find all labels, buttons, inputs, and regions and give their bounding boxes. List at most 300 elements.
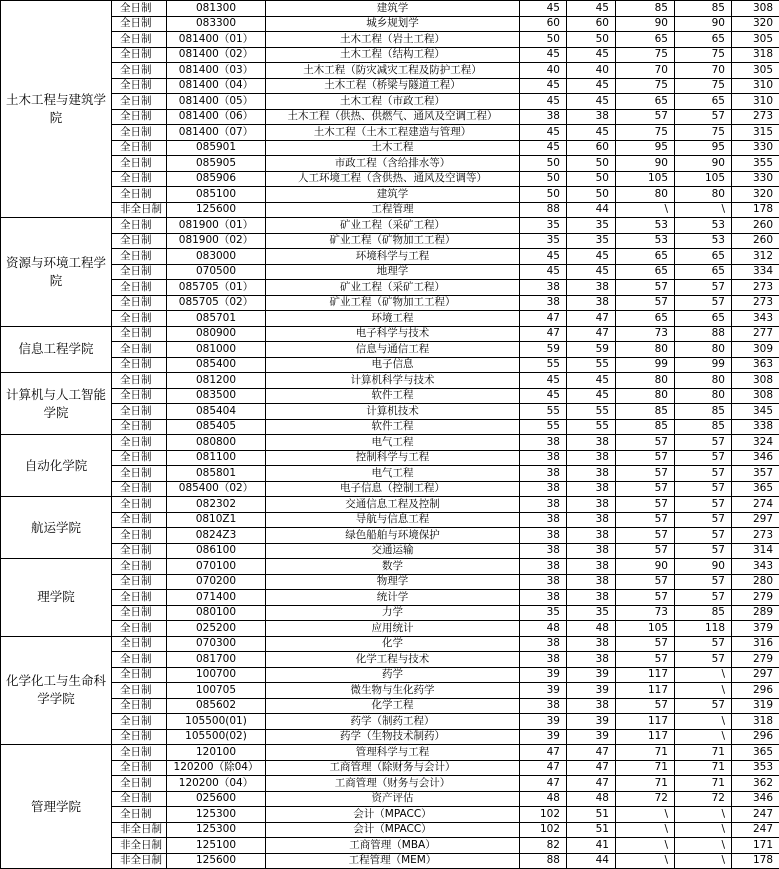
study-mode: 全日制 xyxy=(112,636,167,652)
subject1-score: 57 xyxy=(616,109,675,125)
major-code: 125600 xyxy=(167,853,266,869)
major-name: 药学（生物技术制药） xyxy=(266,729,520,745)
subject1-score: 57 xyxy=(616,543,675,559)
major-code: 085602 xyxy=(167,698,266,714)
major-name: 工程管理（MEM） xyxy=(266,853,520,869)
foreign-language-score: 38 xyxy=(567,652,616,668)
major-name: 统计学 xyxy=(266,590,520,606)
major-name: 化学 xyxy=(266,636,520,652)
study-mode: 全日制 xyxy=(112,574,167,590)
subject1-score: 90 xyxy=(616,156,675,172)
subject1-score: 85 xyxy=(616,404,675,420)
foreign-language-score: 50 xyxy=(567,171,616,187)
study-mode: 全日制 xyxy=(112,311,167,327)
total-score: 362 xyxy=(732,776,779,792)
subject2-score: 80 xyxy=(675,388,732,404)
subject1-score: 80 xyxy=(616,373,675,389)
subject2-score: 57 xyxy=(675,450,732,466)
major-name: 药学 xyxy=(266,667,520,683)
subject1-score: 99 xyxy=(616,357,675,373)
subject2-score: 65 xyxy=(675,264,732,280)
subject1-score: 70 xyxy=(616,63,675,79)
politics-score: 48 xyxy=(520,791,567,807)
table-row xyxy=(1,249,779,265)
study-mode: 全日制 xyxy=(112,419,167,435)
subject2-score: 88 xyxy=(675,326,732,342)
subject2-score: 71 xyxy=(675,760,732,776)
table-row xyxy=(1,481,779,497)
foreign-language-score: 45 xyxy=(567,94,616,110)
major-name: 土木工程（桥梁与隧道工程） xyxy=(266,78,520,94)
total-score: 305 xyxy=(732,63,779,79)
foreign-language-score: 47 xyxy=(567,760,616,776)
total-score: 343 xyxy=(732,559,779,575)
major-code: 085705（02） xyxy=(167,295,266,311)
subject1-score: 117 xyxy=(616,714,675,730)
study-mode: 全日制 xyxy=(112,187,167,203)
total-score: 355 xyxy=(732,156,779,172)
subject2-score: 57 xyxy=(675,698,732,714)
study-mode: 全日制 xyxy=(112,791,167,807)
major-name: 建筑学 xyxy=(266,187,520,203)
politics-score: 47 xyxy=(520,776,567,792)
subject1-score: 75 xyxy=(616,125,675,141)
foreign-language-score: 45 xyxy=(567,125,616,141)
study-mode: 全日制 xyxy=(112,481,167,497)
foreign-language-score: 47 xyxy=(567,311,616,327)
subject1-score: 72 xyxy=(616,791,675,807)
subject2-score: 90 xyxy=(675,156,732,172)
politics-score: 35 xyxy=(520,233,567,249)
study-mode: 全日制 xyxy=(112,32,167,48)
major-name: 工商管理（财务与会计） xyxy=(266,776,520,792)
subject2-score: \ xyxy=(675,853,732,869)
table-row xyxy=(1,838,779,854)
subject1-score: 57 xyxy=(616,450,675,466)
foreign-language-score: 38 xyxy=(567,590,616,606)
major-name: 电气工程 xyxy=(266,435,520,451)
politics-score: 45 xyxy=(520,125,567,141)
total-score: 363 xyxy=(732,357,779,373)
study-mode: 全日制 xyxy=(112,249,167,265)
subject2-score: 57 xyxy=(675,481,732,497)
major-code: 081400（03） xyxy=(167,63,266,79)
study-mode: 全日制 xyxy=(112,140,167,156)
study-mode: 全日制 xyxy=(112,156,167,172)
major-name: 化学工程 xyxy=(266,698,520,714)
table-row xyxy=(1,776,779,792)
subject2-score: 85 xyxy=(675,419,732,435)
major-name: 工商管理（除财务与会计） xyxy=(266,760,520,776)
total-score: 324 xyxy=(732,435,779,451)
table-row xyxy=(1,683,779,699)
table-row xyxy=(1,16,779,32)
politics-score: 102 xyxy=(520,807,567,823)
study-mode: 全日制 xyxy=(112,295,167,311)
total-score: 273 xyxy=(732,280,779,296)
total-score: 346 xyxy=(732,791,779,807)
major-name: 力学 xyxy=(266,605,520,621)
politics-score: 35 xyxy=(520,605,567,621)
major-code: 120200（除04） xyxy=(167,760,266,776)
foreign-language-score: 38 xyxy=(567,636,616,652)
foreign-language-score: 51 xyxy=(567,822,616,838)
subject2-score: 57 xyxy=(675,652,732,668)
foreign-language-score: 47 xyxy=(567,326,616,342)
major-code: 120100 xyxy=(167,745,266,761)
total-score: 343 xyxy=(732,311,779,327)
major-code: 081900（01） xyxy=(167,218,266,234)
foreign-language-score: 55 xyxy=(567,357,616,373)
major-name: 计算机技术 xyxy=(266,404,520,420)
subject2-score: 57 xyxy=(675,543,732,559)
politics-score: 38 xyxy=(520,109,567,125)
foreign-language-score: 38 xyxy=(567,512,616,528)
major-name: 环境工程 xyxy=(266,311,520,327)
major-name: 土木工程（结构工程） xyxy=(266,47,520,63)
politics-score: 38 xyxy=(520,528,567,544)
politics-score: 45 xyxy=(520,140,567,156)
table-row xyxy=(1,342,779,358)
politics-score: 45 xyxy=(520,1,567,17)
subject1-score: 75 xyxy=(616,78,675,94)
major-name: 软件工程 xyxy=(266,419,520,435)
subject1-score: \ xyxy=(616,853,675,869)
total-score: 365 xyxy=(732,745,779,761)
total-score: 316 xyxy=(732,636,779,652)
total-score: 289 xyxy=(732,605,779,621)
total-score: 297 xyxy=(732,512,779,528)
foreign-language-score: 45 xyxy=(567,47,616,63)
subject1-score: 57 xyxy=(616,435,675,451)
foreign-language-score: 51 xyxy=(567,807,616,823)
foreign-language-score: 55 xyxy=(567,404,616,420)
table-row xyxy=(1,760,779,776)
major-name: 矿业工程（矿物加工工程） xyxy=(266,233,520,249)
table-row xyxy=(1,156,779,172)
major-code: 081300 xyxy=(167,1,266,17)
politics-score: 38 xyxy=(520,559,567,575)
politics-score: 88 xyxy=(520,202,567,218)
study-mode: 全日制 xyxy=(112,512,167,528)
study-mode: 全日制 xyxy=(112,652,167,668)
politics-score: 50 xyxy=(520,171,567,187)
study-mode: 非全日制 xyxy=(112,853,167,869)
major-code: 125300 xyxy=(167,822,266,838)
foreign-language-score: 38 xyxy=(567,559,616,575)
total-score: 310 xyxy=(732,78,779,94)
study-mode: 全日制 xyxy=(112,109,167,125)
major-code: 081400（07） xyxy=(167,125,266,141)
politics-score: 88 xyxy=(520,853,567,869)
total-score: 353 xyxy=(732,760,779,776)
subject2-score: 95 xyxy=(675,140,732,156)
table-row xyxy=(1,171,779,187)
major-name: 土木工程 xyxy=(266,140,520,156)
study-mode: 全日制 xyxy=(112,404,167,420)
study-mode: 全日制 xyxy=(112,466,167,482)
politics-score: 35 xyxy=(520,218,567,234)
subject2-score: \ xyxy=(675,683,732,699)
table-row xyxy=(1,187,779,203)
subject2-score: 57 xyxy=(675,528,732,544)
politics-score: 38 xyxy=(520,512,567,528)
foreign-language-score: 39 xyxy=(567,667,616,683)
major-code: 085400（02） xyxy=(167,481,266,497)
foreign-language-score: 38 xyxy=(567,295,616,311)
subject2-score: 57 xyxy=(675,590,732,606)
subject2-score: 71 xyxy=(675,745,732,761)
study-mode: 全日制 xyxy=(112,450,167,466)
subject1-score: 57 xyxy=(616,481,675,497)
major-name: 信息与通信工程 xyxy=(266,342,520,358)
major-code: 081400（04） xyxy=(167,78,266,94)
major-code: 081400（06） xyxy=(167,109,266,125)
total-score: 379 xyxy=(732,621,779,637)
total-score: 273 xyxy=(732,295,779,311)
politics-score: 47 xyxy=(520,311,567,327)
major-name: 计算机科学与技术 xyxy=(266,373,520,389)
major-code: 085801 xyxy=(167,466,266,482)
foreign-language-score: 47 xyxy=(567,745,616,761)
total-score: 296 xyxy=(732,683,779,699)
subject1-score: 57 xyxy=(616,528,675,544)
subject2-score: 80 xyxy=(675,187,732,203)
foreign-language-score: 60 xyxy=(567,16,616,32)
total-score: 309 xyxy=(732,342,779,358)
major-name: 会计（MPACC） xyxy=(266,807,520,823)
table-row xyxy=(1,667,779,683)
school-name: 计算机与人工智能学院 xyxy=(1,373,112,435)
total-score: 346 xyxy=(732,450,779,466)
study-mode: 全日制 xyxy=(112,233,167,249)
politics-score: 40 xyxy=(520,63,567,79)
foreign-language-score: 38 xyxy=(567,543,616,559)
subject1-score: 95 xyxy=(616,140,675,156)
politics-score: 38 xyxy=(520,652,567,668)
total-score: 308 xyxy=(732,388,779,404)
subject1-score: 73 xyxy=(616,605,675,621)
foreign-language-score: 44 xyxy=(567,202,616,218)
major-name: 环境科学与工程 xyxy=(266,249,520,265)
politics-score: 39 xyxy=(520,729,567,745)
major-name: 土木工程（市政工程） xyxy=(266,94,520,110)
subject1-score: 57 xyxy=(616,512,675,528)
table-row xyxy=(1,373,779,389)
major-code: 071400 xyxy=(167,590,266,606)
subject1-score: 57 xyxy=(616,652,675,668)
total-score: 305 xyxy=(732,32,779,48)
total-score: 274 xyxy=(732,497,779,513)
table-row xyxy=(1,47,779,63)
table-row xyxy=(1,109,779,125)
study-mode: 全日制 xyxy=(112,326,167,342)
major-name: 绿色船舶与环境保护 xyxy=(266,528,520,544)
major-code: 085905 xyxy=(167,156,266,172)
politics-score: 45 xyxy=(520,264,567,280)
subject2-score: 57 xyxy=(675,295,732,311)
foreign-language-score: 38 xyxy=(567,109,616,125)
school-name: 航运学院 xyxy=(1,497,112,559)
major-name: 微生物与生化药学 xyxy=(266,683,520,699)
major-code: 025600 xyxy=(167,791,266,807)
subject2-score: 70 xyxy=(675,63,732,79)
subject2-score: 71 xyxy=(675,776,732,792)
major-name: 电子信息 xyxy=(266,357,520,373)
subject2-score: 57 xyxy=(675,435,732,451)
major-code: 085100 xyxy=(167,187,266,203)
total-score: 330 xyxy=(732,171,779,187)
major-name: 应用统计 xyxy=(266,621,520,637)
foreign-language-score: 45 xyxy=(567,78,616,94)
politics-score: 55 xyxy=(520,404,567,420)
study-mode: 全日制 xyxy=(112,357,167,373)
subject1-score: 80 xyxy=(616,187,675,203)
major-code: 0824Z3 xyxy=(167,528,266,544)
table-row xyxy=(1,450,779,466)
table-row xyxy=(1,497,779,513)
major-name: 数学 xyxy=(266,559,520,575)
major-code: 085404 xyxy=(167,404,266,420)
politics-score: 45 xyxy=(520,373,567,389)
major-code: 081400（01） xyxy=(167,32,266,48)
study-mode: 全日制 xyxy=(112,807,167,823)
subject2-score: 57 xyxy=(675,512,732,528)
subject2-score: 85 xyxy=(675,605,732,621)
table-row xyxy=(1,1,779,17)
major-name: 药学（制药工程） xyxy=(266,714,520,730)
study-mode: 全日制 xyxy=(112,63,167,79)
major-code: 100700 xyxy=(167,667,266,683)
table-row xyxy=(1,853,779,869)
study-mode: 全日制 xyxy=(112,16,167,32)
subject1-score: 105 xyxy=(616,171,675,187)
major-name: 管理科学与工程 xyxy=(266,745,520,761)
study-mode: 全日制 xyxy=(112,497,167,513)
subject1-score: 71 xyxy=(616,745,675,761)
foreign-language-score: 39 xyxy=(567,714,616,730)
foreign-language-score: 44 xyxy=(567,853,616,869)
major-code: 082302 xyxy=(167,497,266,513)
foreign-language-score: 59 xyxy=(567,342,616,358)
foreign-language-score: 48 xyxy=(567,791,616,807)
major-name: 工商管理（MBA） xyxy=(266,838,520,854)
major-code: 086100 xyxy=(167,543,266,559)
subject2-score: \ xyxy=(675,714,732,730)
major-code: 085901 xyxy=(167,140,266,156)
politics-score: 38 xyxy=(520,295,567,311)
major-code: 081200 xyxy=(167,373,266,389)
major-code: 085701 xyxy=(167,311,266,327)
total-score: 338 xyxy=(732,419,779,435)
major-name: 市政工程（含给排水等） xyxy=(266,156,520,172)
subject2-score: 80 xyxy=(675,342,732,358)
total-score: 178 xyxy=(732,202,779,218)
total-score: 315 xyxy=(732,125,779,141)
major-code: 083000 xyxy=(167,249,266,265)
politics-score: 38 xyxy=(520,698,567,714)
politics-score: 38 xyxy=(520,450,567,466)
politics-score: 39 xyxy=(520,683,567,699)
table-row xyxy=(1,233,779,249)
total-score: 273 xyxy=(732,528,779,544)
major-code: 105500(02) xyxy=(167,729,266,745)
table-row xyxy=(1,559,779,575)
foreign-language-score: 38 xyxy=(567,481,616,497)
subject2-score: 57 xyxy=(675,280,732,296)
subject2-score: 57 xyxy=(675,574,732,590)
subject2-score: \ xyxy=(675,667,732,683)
subject2-score: 65 xyxy=(675,311,732,327)
table-row xyxy=(1,78,779,94)
major-name: 人工环境工程（含供热、通风及空调等） xyxy=(266,171,520,187)
foreign-language-score: 50 xyxy=(567,156,616,172)
subject2-score: 75 xyxy=(675,47,732,63)
major-code: 070300 xyxy=(167,636,266,652)
major-name: 建筑学 xyxy=(266,1,520,17)
table-row xyxy=(1,729,779,745)
study-mode: 全日制 xyxy=(112,280,167,296)
subject2-score: 90 xyxy=(675,559,732,575)
foreign-language-score: 38 xyxy=(567,466,616,482)
major-name: 矿业工程（采矿工程） xyxy=(266,280,520,296)
table-row xyxy=(1,807,779,823)
major-code: 070500 xyxy=(167,264,266,280)
subject1-score: 71 xyxy=(616,776,675,792)
major-code: 081400（05） xyxy=(167,94,266,110)
study-mode: 全日制 xyxy=(112,543,167,559)
table-row xyxy=(1,698,779,714)
table-row xyxy=(1,326,779,342)
table-row xyxy=(1,574,779,590)
politics-score: 38 xyxy=(520,466,567,482)
major-name: 地理学 xyxy=(266,264,520,280)
table-row xyxy=(1,621,779,637)
major-code: 025200 xyxy=(167,621,266,637)
study-mode: 全日制 xyxy=(112,683,167,699)
foreign-language-score: 45 xyxy=(567,264,616,280)
major-code: 080900 xyxy=(167,326,266,342)
politics-score: 38 xyxy=(520,574,567,590)
total-score: 296 xyxy=(732,729,779,745)
table-row xyxy=(1,605,779,621)
major-code: 120200（04） xyxy=(167,776,266,792)
subject2-score: 53 xyxy=(675,218,732,234)
foreign-language-score: 55 xyxy=(567,419,616,435)
subject2-score: 65 xyxy=(675,249,732,265)
foreign-language-score: 38 xyxy=(567,497,616,513)
school-name: 管理学院 xyxy=(1,745,112,869)
total-score: 312 xyxy=(732,249,779,265)
foreign-language-score: 38 xyxy=(567,435,616,451)
study-mode: 全日制 xyxy=(112,78,167,94)
school-name: 信息工程学院 xyxy=(1,326,112,373)
major-name: 矿业工程（采矿工程） xyxy=(266,218,520,234)
total-score: 171 xyxy=(732,838,779,854)
subject1-score: 65 xyxy=(616,32,675,48)
major-name: 控制科学与工程 xyxy=(266,450,520,466)
politics-score: 59 xyxy=(520,342,567,358)
total-score: 319 xyxy=(732,698,779,714)
study-mode: 全日制 xyxy=(112,264,167,280)
politics-score: 50 xyxy=(520,187,567,203)
subject1-score: \ xyxy=(616,807,675,823)
total-score: 280 xyxy=(732,574,779,590)
total-score: 279 xyxy=(732,652,779,668)
study-mode: 非全日制 xyxy=(112,202,167,218)
subject1-score: 53 xyxy=(616,233,675,249)
foreign-language-score: 38 xyxy=(567,280,616,296)
